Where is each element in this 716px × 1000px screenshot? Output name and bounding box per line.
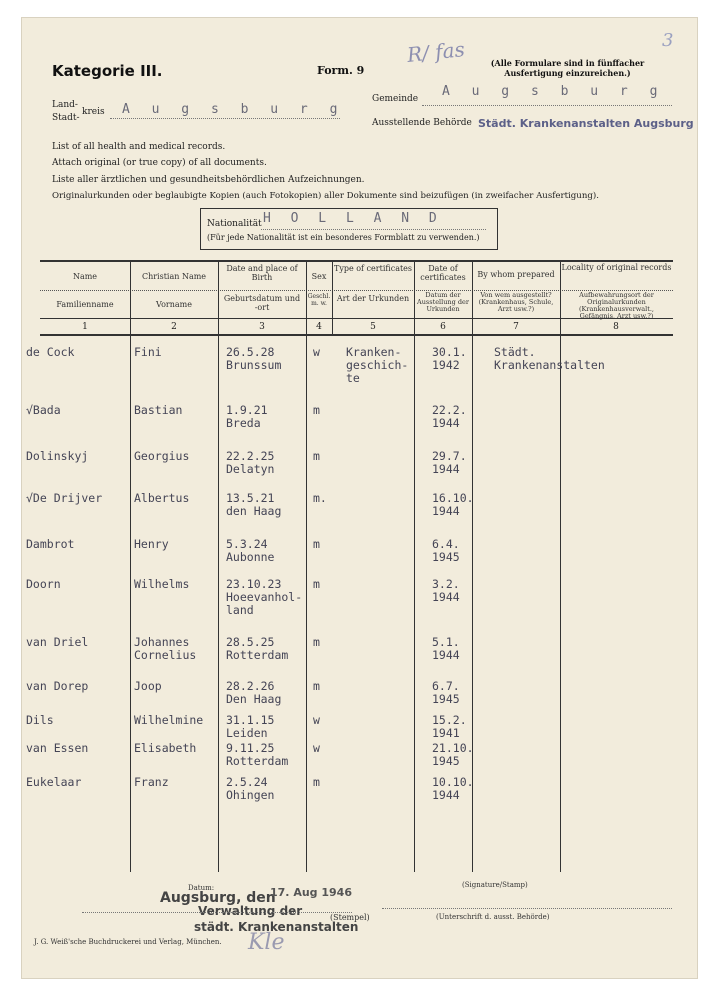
cell-name: van Essen [26, 741, 89, 755]
cell-name: de Cock [26, 345, 75, 359]
cell-first-name: Albertus [134, 491, 190, 505]
cell-date: 10.10. 1944 [432, 775, 474, 802]
header-de-1: Familienname [56, 300, 114, 309]
header-en-8: Locality of original records [561, 263, 672, 272]
cell-date: 21.10. 1945 [432, 741, 474, 768]
cell-birth: 28.2.26 Den Haag [226, 679, 282, 706]
signature-line [382, 908, 672, 909]
col-number-6: 6 [440, 322, 446, 332]
col-number-8: 8 [613, 322, 619, 332]
landkreis-line [110, 118, 340, 119]
signature-stamp-label: (Signature/Stamp) [462, 881, 528, 889]
cell-birth: 5.3.24 Aubonne [226, 537, 275, 564]
cell-type: Kranken- geschich- te [346, 345, 409, 385]
cell-first-name: Elisabeth [134, 741, 197, 755]
cell-sex: m [313, 537, 320, 551]
header-de-5: Art der Urkunden [336, 294, 410, 303]
col-number-3: 3 [259, 322, 265, 332]
cell-birth: 28.5.25 Rotterdam [226, 635, 289, 662]
cell-name: √De Drijver [26, 491, 103, 505]
cell-name: van Dorep [26, 679, 89, 693]
cell-date: 22.2. 1944 [432, 403, 467, 430]
cell-birth: 23.10.23 Hoeevanhol- land [226, 577, 303, 617]
cell-birth: 2.5.24 Ohingen [226, 775, 275, 802]
cell-sex: m [313, 449, 320, 463]
cell-prepared-by: Städt. Krankenanstalten [494, 345, 605, 372]
cell-birth: 22.2.25 Delatyn [226, 449, 275, 476]
col-number-2: 2 [171, 322, 177, 332]
cell-sex: m [313, 577, 320, 591]
cell-sex: m [313, 679, 320, 693]
stempel-label: (Stempel) [330, 913, 370, 922]
col-divider-1 [130, 260, 131, 872]
cell-birth: 31.1.15 Leiden [226, 713, 275, 740]
nationality-label: Nationalität [207, 219, 262, 229]
kreis-label: kreis [82, 107, 105, 117]
header-en-1: Name [72, 272, 98, 281]
cell-first-name: Henry [134, 537, 169, 551]
cell-birth: 9.11.25 Rotterdam [226, 741, 289, 768]
cell-date: 29.7. 1944 [432, 449, 467, 476]
cell-sex: m [313, 635, 320, 649]
cell-date: 15.2. 1941 [432, 713, 467, 740]
cell-first-name: Georgius [134, 449, 190, 463]
cell-date: 5.1. 1944 [432, 635, 460, 662]
cell-name: Eukelaar [26, 775, 82, 789]
col-number-1: 1 [82, 322, 88, 332]
land-label: Land- [52, 100, 78, 110]
cell-name: √Bada [26, 403, 61, 417]
col-divider-2 [218, 260, 219, 872]
cell-first-name: Fini [134, 345, 162, 359]
col-number-5: 5 [370, 322, 376, 332]
form-number: Form. 9 [317, 64, 365, 77]
cell-first-name: Bastian [134, 403, 183, 417]
cell-name: Dolinskyj [26, 449, 89, 463]
behoerde-label: Ausstellende Behörde [372, 118, 472, 128]
header-de-7: Von wem ausgestellt? (Krankenhaus, Schule, Arzt usw.?) [478, 291, 554, 313]
cell-sex: m. [313, 491, 327, 505]
signature-scrawl: Kle [248, 930, 285, 955]
cell-first-name: Franz [134, 775, 169, 789]
instruction-2: Attach original (or true copy) of all documents. [52, 158, 267, 168]
place-stamp: Augsburg, den [160, 890, 276, 906]
instruction-3: Liste aller ärztlichen und gesundheitsbehördlichen Aufzeichnungen. [52, 175, 365, 185]
cell-birth: 13.5.21 den Haag [226, 491, 282, 518]
col-number-7: 7 [513, 322, 519, 332]
records-table [26, 260, 673, 872]
nationality-box [200, 208, 498, 250]
instruction-4: Originalurkunden oder beglaubigte Kopien (auch Fotokopien) aller Dokumente sind beizufügen (in zweifacher Ausfertigung). [52, 191, 599, 201]
gemeinde-line [422, 105, 672, 106]
admin-stamp-line-1: Verwaltung der [198, 904, 303, 918]
header-en-3: Date and place of Birth [226, 264, 298, 282]
header-en-6: Date of certificates [420, 264, 466, 282]
cell-date: 16.10. 1944 [432, 491, 474, 518]
cell-date: 30.1. 1942 [432, 345, 467, 372]
signature-label: (Unterschrift d. ausst. Behörde) [436, 913, 550, 921]
category-title: Kategorie III. [52, 62, 163, 80]
header-de-4: Geschl. m. w. [307, 293, 331, 307]
table-number-rule [40, 334, 673, 336]
header-de-8: Aufbewahrungsort der Originalurkunden (Krankenhausverwalt., Gefängnis, Arzt usw.?) [578, 291, 654, 320]
header-en-2: Christian Name [141, 272, 207, 281]
header-en-5: Type of certificates [333, 264, 413, 273]
landkreis-value: A u g s b u r g [122, 102, 345, 117]
header-de-3: Geburtsdatum und -ort [223, 294, 301, 312]
col-number-4: 4 [316, 322, 322, 332]
cell-name: van Driel [26, 635, 89, 649]
header-en-4: Sex [311, 272, 327, 281]
nationality-note: (Für jede Nationalität ist ein besonderes Formblatt zu verwenden.) [207, 233, 480, 242]
col-divider-5 [414, 260, 415, 872]
cell-sex: w [313, 345, 320, 359]
cell-birth: 26.5.28 Brunssum [226, 345, 282, 372]
cell-name: Doorn [26, 577, 61, 591]
cell-sex: w [313, 713, 320, 727]
col-divider-3 [306, 260, 307, 872]
cell-sex: m [313, 403, 320, 417]
nationality-value: H O L L A N D [263, 211, 443, 226]
header-de-6: Datum der Ausstellung der Urkunden [417, 291, 469, 313]
copies-note: (Alle Formulare sind in fünffacher Ausfertigung einzureichen.) [490, 58, 645, 78]
table-top-rule [40, 260, 673, 262]
instruction-1: List of all health and medical records. [52, 142, 226, 152]
page-number: 3 [662, 30, 674, 51]
printer-line: J. G. Weiß'sche Buchdruckerei und Verlag, München. [34, 938, 222, 946]
header-de-2: Vorname [156, 300, 192, 309]
cell-name: Dambrot [26, 537, 75, 551]
behoerde-stamp: Städt. Krankenanstalten Augsburg [478, 117, 694, 130]
cell-date: 3.2. 1944 [432, 577, 460, 604]
cell-first-name: Joop [134, 679, 162, 693]
cell-birth: 1.9.21 Breda [226, 403, 268, 430]
stadt-label: Stadt- [52, 113, 80, 123]
cell-first-name: Wilhelmine [134, 713, 204, 727]
gemeinde-value: A u g s b u r g [442, 84, 665, 99]
document-sheet [22, 18, 697, 978]
cell-date: 6.4. 1945 [432, 537, 460, 564]
cell-first-name: Johannes Cornelius [134, 635, 197, 662]
header-en-7: By whom prepared [477, 270, 555, 279]
handwritten-scribble: R/ fas [405, 37, 466, 67]
date-line [82, 912, 352, 913]
cell-first-name: Wilhelms [134, 577, 190, 591]
gemeinde-label: Gemeinde [372, 94, 419, 104]
date-label: Datum: [188, 884, 215, 892]
cell-name: Dils [26, 713, 54, 727]
cell-sex: w [313, 741, 320, 755]
cell-sex: m [313, 775, 320, 789]
admin-stamp-line-2: städt. Krankenanstalten [194, 920, 359, 934]
date-stamp: 17. Aug 1946 [270, 886, 352, 899]
nationality-line [261, 229, 486, 230]
cell-date: 6.7. 1945 [432, 679, 460, 706]
